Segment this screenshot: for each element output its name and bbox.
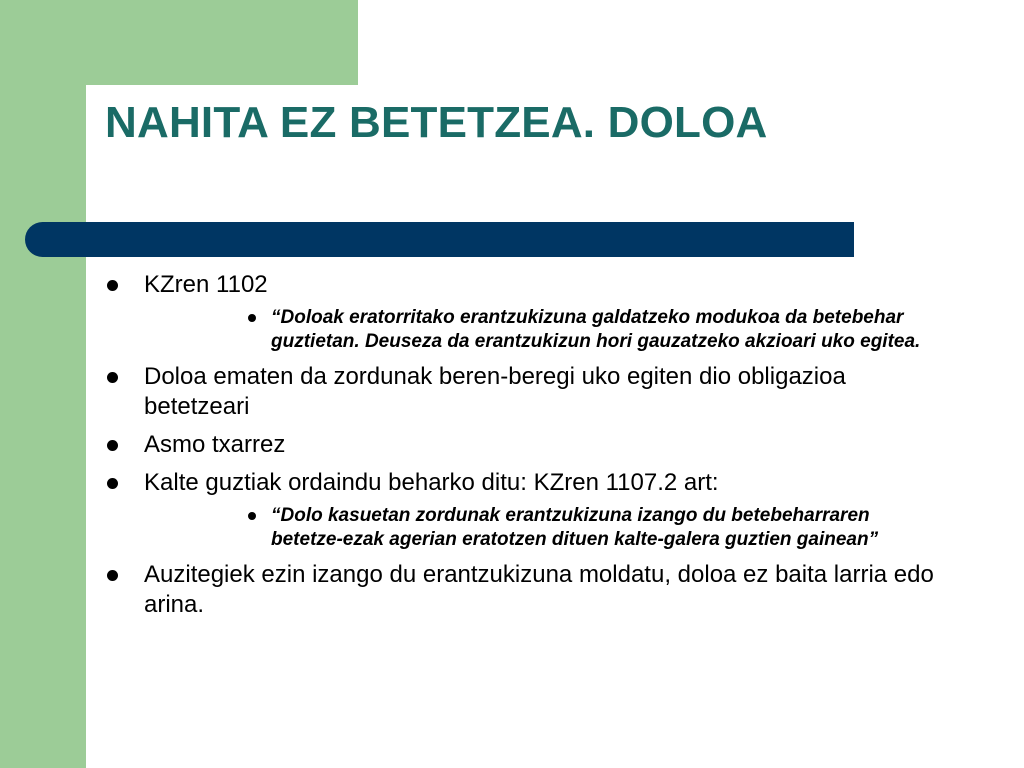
slide-title: NAHITA EZ BETETZEA. DOLOA (105, 98, 768, 147)
sub-bullet-list (144, 306, 935, 354)
bullet-item-kzren-1102 (105, 270, 935, 354)
bullet-text: Doloa ematen da zordunak beren-beregi uko egiten dio obligazioa betetzeari (144, 363, 846, 420)
bullet-item-kalte-guztiak (105, 468, 935, 552)
bullet-text: KZren 1102 (144, 271, 268, 298)
bullet-dot (107, 440, 118, 451)
bullet-text: Kalte guztiak ordaindu beharko ditu: KZren 1107.2 art: (144, 469, 719, 496)
decorative-blue-bar (25, 222, 854, 257)
bullet-item-doloa-ematen (105, 362, 935, 422)
sub-bullet-text: “Dolo kasuetan zordunak erantzukizuna izango du betebeharraren betetze-ezak agerian eratotzen dituen kalte-galera guztien gainean” (271, 505, 879, 550)
bullet-item-auzitegiek (105, 560, 935, 620)
sub-bullet-dot (248, 512, 256, 520)
bullet-dot (107, 372, 118, 383)
sub-bullet-item-quote-1102 (144, 306, 935, 354)
bullet-text: Auzitegiek ezin izango du erantzukizuna moldatu, doloa ez baita larria edo arina. (144, 561, 934, 618)
sub-bullet-dot (248, 314, 256, 322)
bullet-text: Asmo txarrez (144, 431, 286, 458)
decorative-green-header-block (0, 0, 358, 85)
bullet-dot (107, 478, 118, 489)
bullet-dot (107, 570, 118, 581)
bullet-dot (107, 280, 118, 291)
sub-bullet-list (144, 504, 935, 552)
decorative-green-sidebar (0, 0, 86, 768)
sub-bullet-text: “Doloak eratorritako erantzukizuna galdatzeko modukoa da betebehar guztietan. Deuseza da erantzukizun hori gauzatzeko akzioari uko egitea. (271, 307, 921, 352)
bullet-item-asmo-txarrez (105, 430, 935, 460)
sub-bullet-item-quote-1107 (144, 504, 935, 552)
slide-content (105, 270, 935, 620)
